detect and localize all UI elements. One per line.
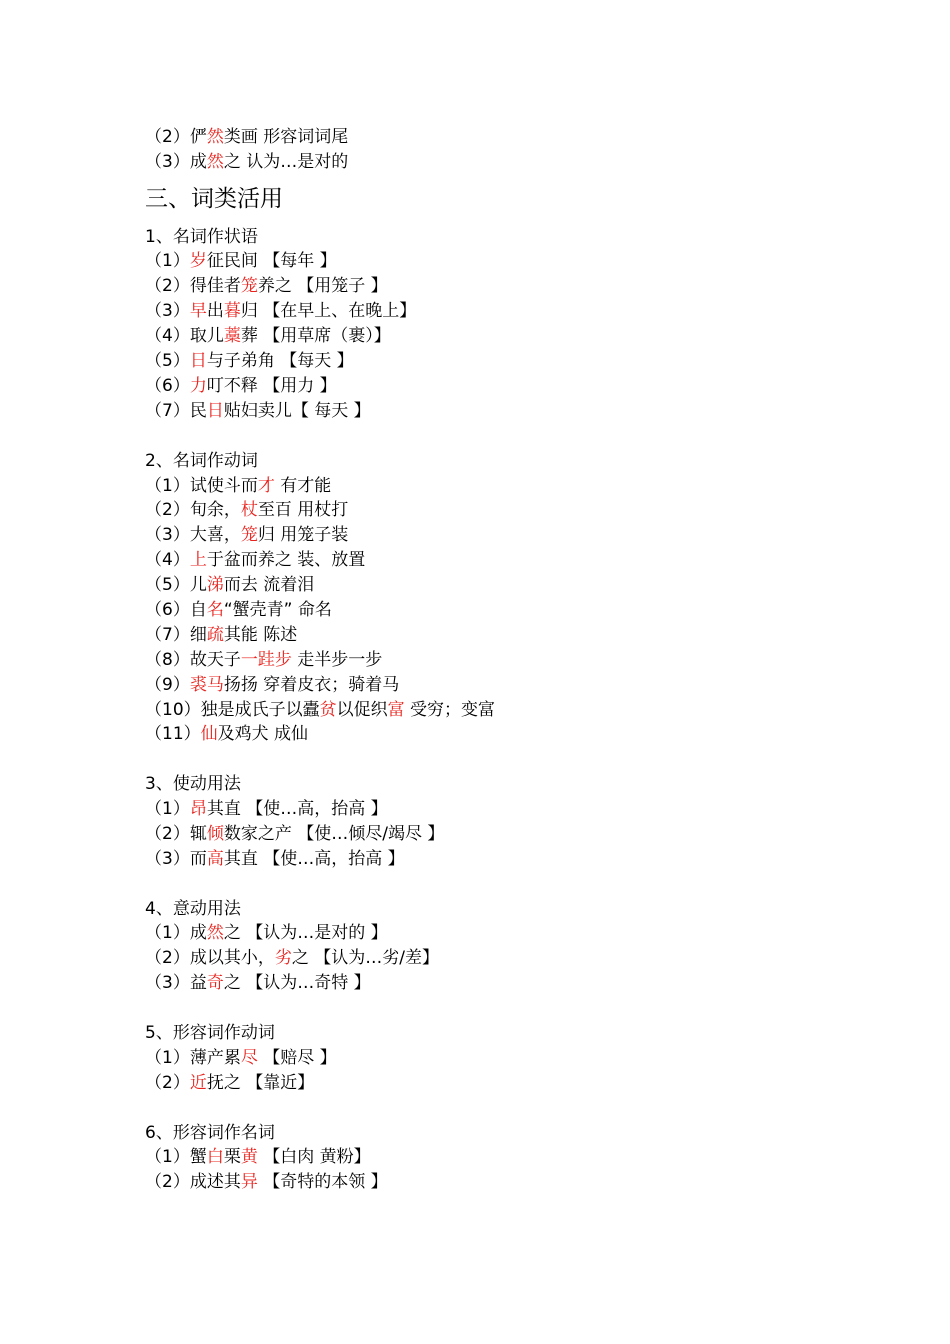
text-segment: （3）大喜， bbox=[145, 525, 241, 545]
highlighted-word: 富 bbox=[387, 700, 405, 720]
highlighted-word: 近 bbox=[189, 1073, 207, 1093]
text-line bbox=[145, 722, 308, 746]
text-segment: 有才能 bbox=[274, 476, 332, 496]
text-segment: 与子弟角 【每天 】 bbox=[206, 351, 354, 371]
highlighted-word: 一跬步 bbox=[240, 650, 292, 670]
text-segment: 其直 【使…高，抬高 】 bbox=[206, 799, 388, 819]
text-line bbox=[145, 847, 405, 871]
text-segment: 3、使动用法 bbox=[145, 774, 241, 794]
text-segment: （10）独是成氏子以蠹 bbox=[145, 700, 320, 720]
text-segment: （7）民 bbox=[145, 401, 207, 421]
text-segment: （4） bbox=[145, 550, 190, 570]
text-line bbox=[145, 274, 388, 298]
highlighted-word: 笼 bbox=[240, 525, 258, 545]
highlighted-word: 异 bbox=[240, 1172, 258, 1192]
highlighted-word: 暮 bbox=[223, 301, 241, 321]
text-line bbox=[145, 374, 337, 398]
text-segment: 归 用笼子装 bbox=[257, 525, 349, 545]
text-segment: 及鸡犬 成仙 bbox=[217, 724, 309, 744]
text-segment: 走半步一步 bbox=[291, 650, 383, 670]
text-line bbox=[145, 971, 371, 995]
text-segment: 抚之 【靠近】 bbox=[206, 1073, 315, 1093]
text-segment: （1）蟹 bbox=[145, 1147, 207, 1167]
text-segment: 出 bbox=[206, 301, 224, 321]
text-line bbox=[145, 474, 331, 498]
text-line bbox=[145, 324, 391, 348]
text-segment: 栗 bbox=[223, 1147, 241, 1167]
text-line bbox=[145, 1046, 337, 1070]
text-line bbox=[145, 598, 332, 622]
text-segment: （3）益 bbox=[145, 973, 207, 993]
highlighted-word: 然 bbox=[206, 923, 224, 943]
text-segment: （2）得佳者 bbox=[145, 276, 241, 296]
text-segment: 数家之产 【使…倾尽/竭尽 】 bbox=[223, 824, 445, 844]
text-segment: （9） bbox=[145, 675, 190, 695]
text-segment: （1） bbox=[145, 799, 190, 819]
text-line bbox=[145, 225, 258, 249]
text-segment: （1）成 bbox=[145, 923, 207, 943]
highlighted-word: 日 bbox=[189, 351, 207, 371]
text-segment: （2）旬余， bbox=[145, 500, 241, 520]
text-segment: “蟹壳青” 命名 bbox=[223, 600, 332, 620]
text-segment: （2） bbox=[145, 1073, 190, 1093]
text-segment: 4、意动用法 bbox=[145, 899, 241, 919]
highlighted-word: 倾 bbox=[206, 824, 224, 844]
highlighted-word: 名 bbox=[206, 600, 224, 620]
highlighted-word: 黄 bbox=[240, 1147, 258, 1167]
highlighted-word: 尽 bbox=[240, 1048, 258, 1068]
text-segment: （11） bbox=[145, 724, 201, 744]
highlighted-word: 然 bbox=[206, 152, 224, 172]
highlighted-word: 藁 bbox=[223, 326, 241, 346]
text-segment: （8）故天子 bbox=[145, 650, 241, 670]
text-segment: 【赔尽 】 bbox=[257, 1048, 337, 1068]
highlighted-word: 然 bbox=[206, 127, 224, 147]
text-segment: 之 【认为…奇特 】 bbox=[223, 973, 371, 993]
section-heading bbox=[145, 184, 283, 214]
text-segment: 以促织 bbox=[336, 700, 388, 720]
text-line bbox=[145, 299, 416, 323]
text-line bbox=[145, 897, 241, 921]
text-segment: 葬 【用草席（裹）】 bbox=[240, 326, 391, 346]
text-segment: （7）细 bbox=[145, 625, 207, 645]
text-line bbox=[145, 573, 314, 597]
text-segment: （3）成 bbox=[145, 152, 207, 172]
text-line bbox=[145, 1021, 275, 1045]
text-segment: 其能 陈述 bbox=[223, 625, 298, 645]
highlighted-word: 涕 bbox=[206, 575, 224, 595]
text-segment: （1）薄产累 bbox=[145, 1048, 241, 1068]
text-segment: 之 【认为…是对的 】 bbox=[223, 923, 388, 943]
text-segment: 三、词类活用 bbox=[145, 186, 283, 212]
text-line bbox=[145, 523, 348, 547]
highlighted-word: 才 bbox=[257, 476, 275, 496]
highlighted-word: 仙 bbox=[200, 724, 218, 744]
highlighted-word: 杖 bbox=[240, 500, 258, 520]
text-line bbox=[145, 797, 388, 821]
text-segment: （3）而 bbox=[145, 849, 207, 869]
text-segment: （4）取儿 bbox=[145, 326, 224, 346]
text-line bbox=[145, 1145, 371, 1169]
highlighted-word: 裘马 bbox=[189, 675, 224, 695]
text-segment: 【白肉 黄粉】 bbox=[257, 1147, 371, 1167]
text-segment: 归 【在早上、在晚上】 bbox=[240, 301, 417, 321]
text-line bbox=[145, 921, 388, 945]
highlighted-word: 早 bbox=[189, 301, 207, 321]
text-line bbox=[145, 498, 348, 522]
text-line bbox=[145, 673, 399, 697]
text-line bbox=[145, 548, 365, 572]
text-segment: 【奇特的本领 】 bbox=[257, 1172, 388, 1192]
text-line bbox=[145, 772, 241, 796]
text-segment: 5、形容词作动词 bbox=[145, 1023, 275, 1043]
text-line bbox=[145, 449, 258, 473]
highlighted-word: 笼 bbox=[240, 276, 258, 296]
text-line bbox=[145, 822, 444, 846]
text-line bbox=[145, 1121, 275, 1145]
text-line bbox=[145, 399, 371, 423]
text-line bbox=[145, 623, 297, 647]
text-line bbox=[145, 648, 382, 672]
text-segment: 1、名词作状语 bbox=[145, 227, 258, 247]
text-line bbox=[145, 349, 354, 373]
text-segment: （2）辄 bbox=[145, 824, 207, 844]
text-segment: 贴妇卖儿【 每天 】 bbox=[223, 401, 371, 421]
text-segment: 之 认为…是对的 bbox=[223, 152, 349, 172]
highlighted-word: 上 bbox=[189, 550, 207, 570]
highlighted-word: 疏 bbox=[206, 625, 224, 645]
text-segment: 扬扬 穿着皮衣；骑着马 bbox=[223, 675, 400, 695]
text-segment: 而去 流着泪 bbox=[223, 575, 315, 595]
text-segment: 养之 【用笼子 】 bbox=[257, 276, 388, 296]
text-segment: 2、名词作动词 bbox=[145, 451, 258, 471]
text-segment: 叮不释 【用力 】 bbox=[206, 376, 337, 396]
highlighted-word: 岁 bbox=[189, 251, 207, 271]
text-segment: 征民间 【每年 】 bbox=[206, 251, 337, 271]
text-segment: （1）试使斗而 bbox=[145, 476, 258, 496]
highlighted-word: 贫 bbox=[319, 700, 337, 720]
highlighted-word: 日 bbox=[206, 401, 224, 421]
highlighted-word: 力 bbox=[189, 376, 207, 396]
text-line bbox=[145, 150, 348, 174]
text-segment: （6）自 bbox=[145, 600, 207, 620]
text-segment: （5）儿 bbox=[145, 575, 207, 595]
text-line bbox=[145, 946, 439, 970]
text-line bbox=[145, 1071, 314, 1095]
text-line bbox=[145, 249, 337, 273]
text-segment: 类画 形容词词尾 bbox=[223, 127, 349, 147]
text-segment: （6） bbox=[145, 376, 190, 396]
text-segment: 之 【认为…劣/差】 bbox=[291, 948, 439, 968]
text-segment: （1） bbox=[145, 251, 190, 271]
text-segment: 受穷；变富 bbox=[404, 700, 496, 720]
text-segment: 6、形容词作名词 bbox=[145, 1123, 275, 1143]
highlighted-word: 高 bbox=[206, 849, 224, 869]
text-line bbox=[145, 125, 348, 149]
highlighted-word: 昂 bbox=[189, 799, 207, 819]
text-segment: 其直 【使…高，抬高 】 bbox=[223, 849, 405, 869]
highlighted-word: 奇 bbox=[206, 973, 224, 993]
text-segment: （2）成述其 bbox=[145, 1172, 241, 1192]
text-line bbox=[145, 698, 495, 722]
highlighted-word: 劣 bbox=[274, 948, 292, 968]
text-segment: （3） bbox=[145, 301, 190, 321]
text-line bbox=[145, 1170, 388, 1194]
text-segment: 于盆而养之 装、放置 bbox=[206, 550, 366, 570]
highlighted-word: 白 bbox=[206, 1147, 224, 1167]
text-segment: 至百 用杖打 bbox=[257, 500, 349, 520]
text-segment: （2）成以其小， bbox=[145, 948, 275, 968]
text-segment: （5） bbox=[145, 351, 190, 371]
text-segment: （2）俨 bbox=[145, 127, 207, 147]
